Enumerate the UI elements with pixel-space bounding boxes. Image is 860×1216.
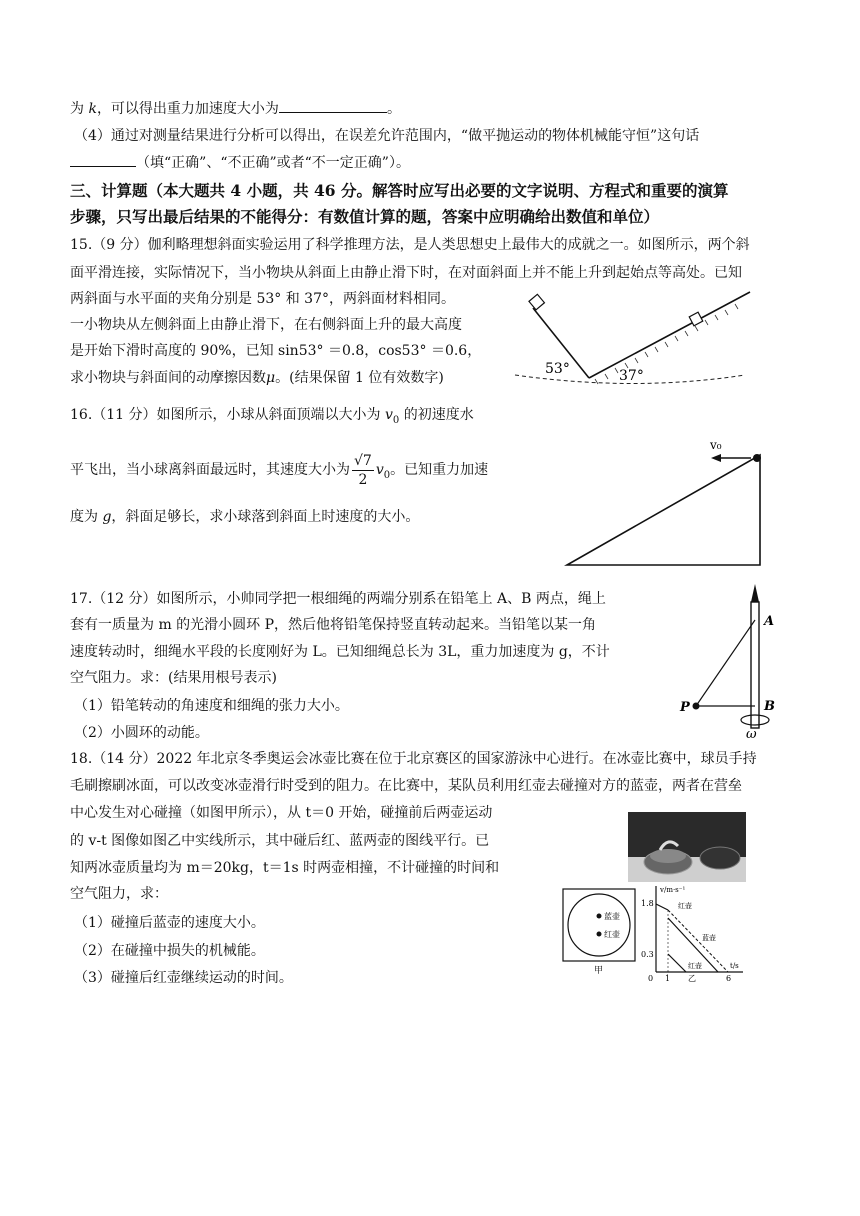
fraction-sqrt7-over-2 (352, 452, 374, 489)
q16-text: 度为 (70, 509, 103, 525)
q17-line4: 空气阻力。求：(结果用根号表示) (70, 670, 277, 686)
q16-line3 (70, 507, 419, 527)
omega-label: ω (746, 727, 757, 740)
tick-0: 0 (648, 974, 654, 983)
arrow-head (711, 454, 721, 462)
q17-part1: （1）铅笔转动的角速度和细绳的张力大小。 (74, 698, 349, 714)
house-frame (563, 889, 635, 961)
q14-part4-line2 (70, 152, 410, 173)
t-axis-label: t/s (730, 962, 739, 970)
q14-text: （填“正确”、“不正确”或者“不一定正确”）。 (136, 155, 410, 171)
q16-text: 16.（11 分）如图所示，小球从斜面顶端以大小为 (70, 407, 385, 423)
label-yi: 乙 (688, 974, 696, 983)
q14-text: ，可以得出重力加速度大小为 (96, 101, 279, 117)
curling-stone-right (700, 847, 740, 869)
q17-pencil-figure (672, 580, 782, 740)
q18-line4: 的 v-t 图像如图乙中实线所示，其中碰后红、蓝两壶的图线平行。已 (70, 833, 490, 849)
stone-top-left (650, 849, 686, 863)
q18-part3: （3）碰撞后红壶继续运动的时间。 (74, 970, 293, 986)
label-P: P (680, 700, 690, 715)
right-incline (589, 292, 750, 378)
label-red-line: 红壶 (678, 902, 692, 910)
q18-line1: 18.（14 分）2022 年北京冬季奥运会冰壶比赛在位于北京赛区的国家游泳中心进行。在冰壶比赛中，球员手持 (70, 751, 757, 767)
q15-line2: 面平滑连接，实际情况下，当小物块从斜面上由静止滑下时，在对面斜面上并不能上升到起始点等高处。已知 (70, 265, 742, 281)
fig-yi-vt-graph (638, 882, 748, 984)
tick-1-8: 1.8 (641, 899, 654, 908)
red-stone-dot (597, 932, 602, 937)
answer-blank[interactable] (70, 152, 136, 167)
q16-text: 的初速度水 (399, 407, 474, 423)
fraction-numerator: √7 (354, 452, 372, 469)
q17-line1: 17.（12 分）如图所示，小帅同学把一根细绳的两端分别系在铅笔上 A、B 两点，绳上 (70, 591, 606, 607)
tick-0-3: 0.3 (641, 950, 654, 959)
q16-line1 (70, 405, 474, 431)
label-blue-line: 蓝壶 (702, 934, 716, 942)
q16-slope-figure (555, 440, 785, 580)
q18-line5: 知两冰壶质量均为 m＝20kg，t＝1s 时两壶相撞，不计碰撞的时间和 (70, 860, 500, 876)
q15-line4: 一小物块从左侧斜面上由静止滑下，在右侧斜面上升的最大高度 (70, 317, 462, 333)
tick-1: 1 (665, 974, 671, 983)
answer-blank[interactable] (279, 98, 387, 113)
q15-incline-figure (505, 280, 765, 390)
q16-text: 。已知重力加速 (390, 462, 489, 478)
label-B: B (764, 699, 775, 714)
q17-line2: 套有一质量为 m 的光滑小圆环 P，然后他将铅笔保持竖直转动起来。当铅笔以某一角 (70, 617, 597, 633)
q15-line6 (70, 368, 444, 388)
ball (753, 454, 761, 462)
hatch-marks (595, 304, 738, 384)
q16-text: 平飞出，当小球离斜面最远时，其速度大小为 (70, 462, 350, 478)
fraction-denominator: 2 (358, 471, 368, 488)
v-subscript: 0 (392, 414, 400, 426)
label-red-line-after: 红壶 (688, 962, 702, 970)
q18-line2: 毛刷擦刷冰面，可以改变冰壶滑行时受到的阻力。在比赛中，某队员利用红壶去碰撞对方的蓝壶，两者在营垒 (70, 778, 742, 794)
q18-part1: （1）碰撞后蓝壶的速度大小。 (74, 915, 265, 931)
mu-symbol: μ (266, 370, 276, 386)
q15-text: 。(结果保留 1 位有效数字) (275, 370, 444, 386)
v-subscript: 0 (383, 469, 391, 481)
q16-text: ，斜面足够长，求小球落到斜面上时速度的大小。 (111, 509, 420, 525)
angle-37-label: 37° (619, 368, 644, 384)
q14-line1 (70, 98, 401, 119)
q18-part2: （2）在碰撞中损失的机械能。 (74, 943, 265, 959)
tick-6: 6 (726, 974, 732, 983)
v-axis-label: v/m·s⁻¹ (660, 886, 686, 894)
g-symbol: g (102, 509, 112, 525)
v-symbol: v (375, 462, 384, 478)
q17-line3: 速度转动时，细绳水平段的长度刚好为 L。已知细绳总长为 3L，重力加速度为 g，不计 (70, 644, 610, 660)
label-jia: 甲 (594, 966, 604, 976)
q18-line3: 中心发生对心碰撞（如图甲所示），从 t＝0 开始，碰撞前后两壶运动 (70, 805, 493, 821)
v0-label: v₀ (710, 440, 722, 452)
red-before-line (656, 904, 668, 910)
string-slant (696, 620, 755, 706)
section-heading-line1: 三、计算题（本大题共 4 小题，共 46 分。解答时应写出必要的文字说明、方程式和重要的演算 (70, 181, 729, 200)
v-symbol: v (384, 407, 393, 423)
angle-53-label: 53° (545, 361, 570, 377)
section-heading-line2: 步骤，只写出最后结果的不能得分：有数值计算的题，答案中应明确给出数值和单位） (70, 207, 660, 226)
q16-line2 (70, 450, 488, 496)
q18-line6: 空气阻力，求： (70, 886, 168, 902)
slope-triangle (567, 455, 760, 565)
q14-text: 为 (70, 101, 89, 117)
ring-P (693, 703, 700, 710)
label-A: A (764, 614, 775, 629)
pencil-tip (751, 584, 759, 602)
label-blue-stone: 蓝壶 (604, 912, 620, 921)
q14-part4-line1: （4）通过对测量结果进行分析可以得出，在误差允许范围内，“做平抛运动的物体机械能守恒”这句话 (74, 128, 700, 144)
q14-k-symbol: k (88, 101, 97, 117)
blue-stone-dot (597, 914, 602, 919)
q15-text: 求小物块与斜面间的动摩擦因数 (70, 370, 266, 386)
q14-text: 。 (386, 101, 401, 117)
curling-photo (628, 812, 746, 882)
fig-jia-house (560, 886, 640, 976)
q15-line3: 两斜面与水平面的夹角分别是 53° 和 37°，两斜面材料相同。 (70, 291, 455, 307)
red-after-line (668, 954, 686, 972)
q15-line1: 15.（9 分）伽利略理想斜面实验运用了科学推理方法，是人类思想史上最伟大的成就之一。如图所示，两个斜 (70, 237, 750, 253)
q17-part2: （2）小圆环的动能。 (74, 725, 209, 741)
block-left (529, 294, 544, 309)
label-red-stone: 红壶 (604, 930, 620, 939)
house-circle (568, 894, 630, 956)
q15-line5: 是开始下滑时高度的 90%，已知 sin53° ＝0.8，cos53° ＝0.6， (70, 343, 482, 359)
